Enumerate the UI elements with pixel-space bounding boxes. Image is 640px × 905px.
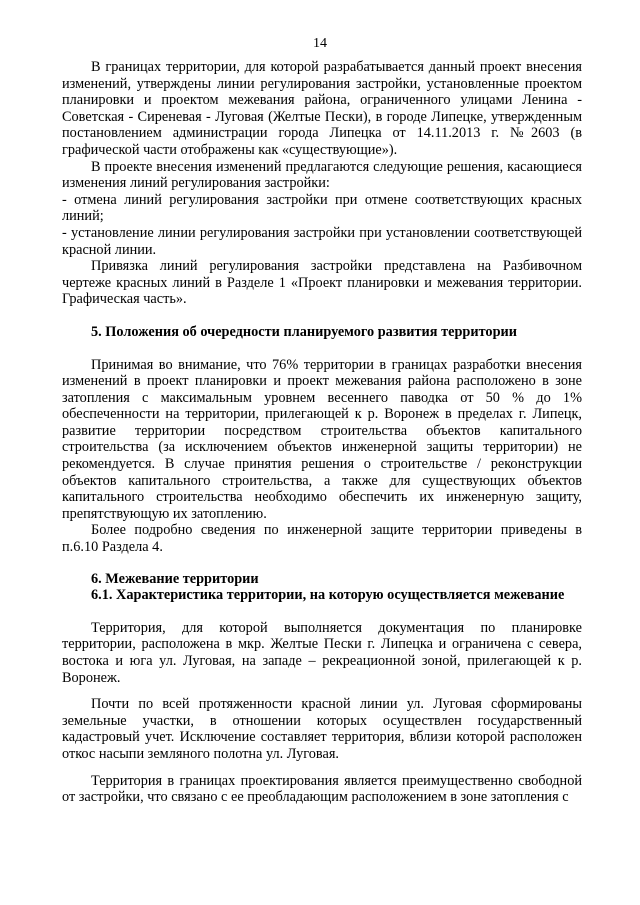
spacer <box>62 763 582 773</box>
paragraph: Принимая во внимание, что 76% территории в границах разработки внесения изменений в проект планировки и проект межевания района расположено в зоне затопления с максимальным уровнем весеннего паводка от 50 % до 1% обеспеченности на территории, прилегающей к р. Воронеж в пределах г. Липецк, развитие территории посредством строительства объектов капитального строительства (за исключением объектов инженерной защиты территории) не рекомендуется. В случае принятия решения о строительстве / реконструкции объектов капитального строительства, а также для существующих объектов капитального строительства необходимо обеспечить их инженерную защиту, препятствующую их затоплению. <box>62 356 582 522</box>
spacer <box>62 686 582 696</box>
page-number: 14 <box>313 36 327 51</box>
paragraph: В проекте внесения изменений предлагаются следующие решения, касающиеся изменения линий регулирования застройки: <box>62 158 582 192</box>
document-body <box>62 59 582 806</box>
section-heading: 5. Положения об очередности планируемого развития территории <box>91 323 518 340</box>
list-item: - отмена линий регулирования застройки при отмене соответствующих красных линий; <box>62 191 582 225</box>
section-heading: 6. Межевание территории <box>91 570 259 587</box>
paragraph: Более подробно сведения по инженерной защите территории приведены в п.6.10 Раздела 4. <box>62 522 582 556</box>
list-item: - установление линии регулирования застройки при установлении соответствующей красной линии. <box>62 224 582 258</box>
section-heading: 6.1. Характеристика территории, на которую осуществляется межевание <box>91 587 565 604</box>
paragraph: Привязка линий регулирования застройки представлена на Разбивочном чертеже красных линий в Разделе 1 «Проект планировки и межевания территории. Графическая часть». <box>62 258 582 308</box>
spacer <box>62 604 582 620</box>
paragraph: Почти по всей протяженности красной линии ул. Луговая сформированы земельные участки, в отношении которых осуществлен государственный кадастровый учет. Исключение составляет территория, вблизи которой расположен откос насыпи земляного полотна ул. Луговая. <box>62 696 582 762</box>
paragraph: Территория в границах проектирования является преимущественно свободной от застройки, что связано с ее преобладающим расположением в зоне затопления с <box>62 772 582 806</box>
spacer <box>62 341 582 357</box>
paragraph: Территория, для которой выполняется документация по планировке территории, расположена в мкр. Желтые Пески г. Липецка и ограничена с севера, востока и юга ул. Луговая, на западе – рекреационной зоной, прилегающей к р. Воронеж. <box>62 619 582 686</box>
spacer <box>62 308 582 324</box>
paragraph: В границах территории, для которой разрабатывается данный проект внесения изменений, утверждены линии регулирования застройки, установленные проектом планировки и проектом межевания района, ограниченного улицами Ленина - Советская - Сиреневая - Луговая (Желтые Пески), в городе Липецке, утвержденным постановлением администрации города Липецка от 14.11.2013 г. №2603 (в графической части отображены как «существующие»). <box>62 59 582 158</box>
spacer <box>62 556 582 571</box>
